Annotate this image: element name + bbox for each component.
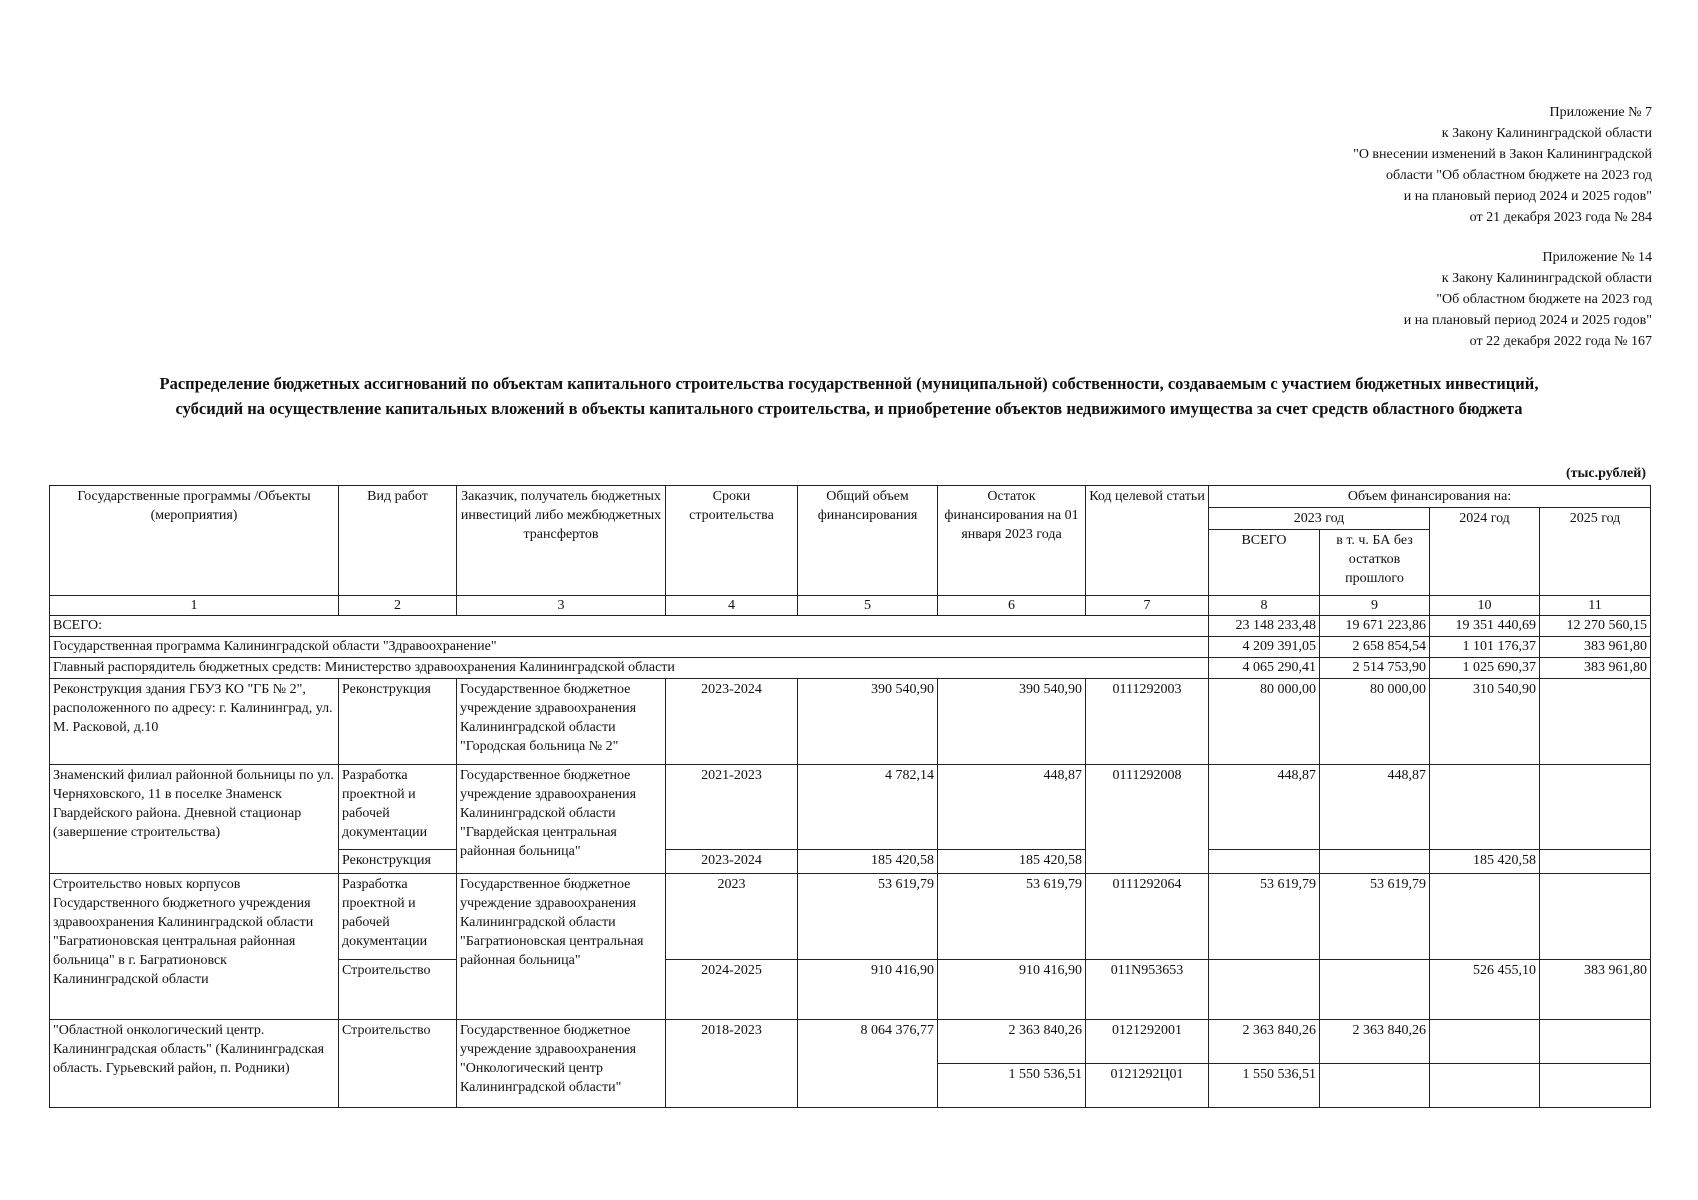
value-c10: 526 455,10 <box>1430 960 1540 1020</box>
header-year-2024: 2024 год <box>1430 508 1540 596</box>
value-c9: 80 000,00 <box>1320 679 1430 765</box>
value-c10: 310 540,90 <box>1430 679 1540 765</box>
table-row-object-4 <box>50 1020 1651 1064</box>
customer: Государственное бюджетное учреждение здравоохранения "Онкологический центр Калининградской области" <box>457 1020 666 1108</box>
remainder: 185 420,58 <box>938 850 1086 874</box>
header-financing: Объем финансирования на: <box>1209 486 1651 508</box>
appendix-line: "Об областном бюджете на 2023 год <box>1436 292 1652 307</box>
total-volume: 185 420,58 <box>798 850 938 874</box>
appendix-7-header <box>1353 102 1652 228</box>
value-c8 <box>1209 960 1320 1020</box>
work-type: Строительство <box>339 960 457 1020</box>
total-c8: 23 148 233,48 <box>1209 616 1320 637</box>
total-label: ВСЕГО: <box>50 616 1209 637</box>
header-code: Код целевой статьи <box>1086 486 1209 596</box>
value-c8: 2 363 840,26 <box>1209 1020 1320 1064</box>
column-number-row <box>50 596 1651 616</box>
value-c11: 383 961,80 <box>1540 960 1651 1020</box>
header-row <box>50 486 1651 508</box>
table-row-object-3 <box>50 874 1651 960</box>
header-incl-ba: в т. ч. БА без остатков прошлого <box>1320 530 1430 596</box>
total-c10: 19 351 440,69 <box>1430 616 1540 637</box>
appendix-line: от 22 декабря 2022 года № 167 <box>1469 334 1652 349</box>
column-number: 4 <box>666 596 798 616</box>
terms: 2023-2024 <box>666 850 798 874</box>
program-c10: 1 101 176,37 <box>1430 637 1540 658</box>
appendix-line: и на плановый период 2024 и 2025 годов" <box>1403 313 1652 328</box>
terms: 2021-2023 <box>666 765 798 850</box>
manager-label: Главный распорядитель бюджетных средств: Министерство здравоохранения Калининградской области <box>50 658 1209 679</box>
appendix-line: Приложение № 7 <box>1549 105 1652 120</box>
value-c9 <box>1320 960 1430 1020</box>
total-volume: 53 619,79 <box>798 874 938 960</box>
appendix-line: Приложение № 14 <box>1542 250 1652 265</box>
value-c8: 1 550 536,51 <box>1209 1064 1320 1108</box>
appendix-line: и на плановый период 2024 и 2025 годов" <box>1403 189 1652 204</box>
remainder: 2 363 840,26 <box>938 1020 1086 1064</box>
program-c8: 4 209 391,05 <box>1209 637 1320 658</box>
work-type: Разработка проектной и рабочей документации <box>339 765 457 850</box>
appendix-line: области "Об областном бюджете на 2023 год <box>1386 168 1652 183</box>
table-row-object-2 <box>50 765 1651 850</box>
manager-c8: 4 065 290,41 <box>1209 658 1320 679</box>
value-c8 <box>1209 850 1320 874</box>
terms: 2018-2023 <box>666 1020 798 1108</box>
header-terms: Сроки строительства <box>666 486 798 596</box>
code: 0111292064 <box>1086 874 1209 960</box>
value-c9: 53 619,79 <box>1320 874 1430 960</box>
header-remainder: Остаток финансирования на 01 января 2023 года <box>938 486 1086 596</box>
header-programs: Государственные программы /Объекты (мероприятия) <box>50 486 339 596</box>
work-type: Строительство <box>339 1020 457 1108</box>
customer: Государственное бюджетное учреждение здравоохранения Калининградской области "Багратионовская центральная районная больница" <box>457 874 666 1020</box>
value-c8: 80 000,00 <box>1209 679 1320 765</box>
terms: 2023-2024 <box>666 679 798 765</box>
remainder: 390 540,90 <box>938 679 1086 765</box>
header-year-2025: 2025 год <box>1540 508 1651 596</box>
value-c11 <box>1540 874 1651 960</box>
column-number: 6 <box>938 596 1086 616</box>
object-name: Знаменский филиал районной больницы по ул. Черняховского, 11 в поселке Знаменск Гвардейского района. Дневной стационар (завершение строительства) <box>50 765 339 874</box>
code: 0121292001 <box>1086 1020 1209 1064</box>
value-c10: 185 420,58 <box>1430 850 1540 874</box>
value-c11 <box>1540 679 1651 765</box>
column-number: 8 <box>1209 596 1320 616</box>
customer: Государственное бюджетное учреждение здравоохранения Калининградской области "Гвардейская центральная районная больница" <box>457 765 666 874</box>
column-number: 1 <box>50 596 339 616</box>
total-volume: 4 782,14 <box>798 765 938 850</box>
column-number: 5 <box>798 596 938 616</box>
column-number: 9 <box>1320 596 1430 616</box>
value-c9: 2 363 840,26 <box>1320 1020 1430 1064</box>
manager-row <box>50 658 1651 679</box>
object-name: Реконструкция здания ГБУЗ КО "ГБ № 2", расположенного по адресу: г. Калининград, ул. М. Расковой, д.10 <box>50 679 339 765</box>
code: 0121292Ц01 <box>1086 1064 1209 1108</box>
value-c8: 53 619,79 <box>1209 874 1320 960</box>
value-c10 <box>1430 874 1540 960</box>
work-type: Реконструкция <box>339 850 457 874</box>
units-label: (тыс.рублей) <box>1565 466 1646 481</box>
appendix-line: к Закону Калининградской области <box>1441 126 1652 141</box>
work-type: Реконструкция <box>339 679 457 765</box>
value-c11 <box>1540 1020 1651 1064</box>
terms: 2024-2025 <box>666 960 798 1020</box>
total-c11: 12 270 560,15 <box>1540 616 1651 637</box>
value-c11 <box>1540 765 1651 850</box>
remainder: 53 619,79 <box>938 874 1086 960</box>
appendix-line: от 21 декабря 2023 года № 284 <box>1469 210 1652 225</box>
column-number: 7 <box>1086 596 1209 616</box>
value-c11 <box>1540 850 1651 874</box>
code: 011N953653 <box>1086 960 1209 1020</box>
column-number: 2 <box>339 596 457 616</box>
value-c10 <box>1430 1020 1540 1064</box>
program-row <box>50 637 1651 658</box>
program-c11: 383 961,80 <box>1540 637 1651 658</box>
header-year-2023: 2023 год <box>1209 508 1430 530</box>
appendix-14-header <box>1404 247 1652 352</box>
remainder: 448,87 <box>938 765 1086 850</box>
remainder: 1 550 536,51 <box>938 1064 1086 1108</box>
column-number: 11 <box>1540 596 1651 616</box>
document-title <box>40 371 1658 421</box>
program-c9: 2 658 854,54 <box>1320 637 1430 658</box>
value-c9: 448,87 <box>1320 765 1430 850</box>
code: 0111292008 <box>1086 765 1209 874</box>
value-c10 <box>1430 765 1540 850</box>
document-title-line: субсидий на осуществление капитальных вложений в объекты капитального строительства, и приобретение объектов недвижимого имущества за счет средств областного бюджета <box>175 399 1523 418</box>
column-number: 3 <box>457 596 666 616</box>
manager-c11: 383 961,80 <box>1540 658 1651 679</box>
header-customer: Заказчик, получатель бюджетных инвестиций либо межбюджетных трансфертов <box>457 486 666 596</box>
appendix-line: "О внесении изменений в Закон Калининградской <box>1353 147 1652 162</box>
program-label: Государственная программа Калининградской области "Здравоохранение" <box>50 637 1209 658</box>
object-name: Строительство новых корпусов Государственного бюджетного учреждения здравоохранения Калининградской области "Багратионовская центральная районная больница" в г. Багратионовск Калининградской области <box>50 874 339 1020</box>
total-volume: 390 540,90 <box>798 679 938 765</box>
work-type: Разработка проектной и рабочей документации <box>339 874 457 960</box>
total-volume: 910 416,90 <box>798 960 938 1020</box>
table-row-object-1 <box>50 679 1651 765</box>
manager-c9: 2 514 753,90 <box>1320 658 1430 679</box>
total-row <box>50 616 1651 637</box>
terms: 2023 <box>666 874 798 960</box>
remainder: 910 416,90 <box>938 960 1086 1020</box>
object-name: "Областной онкологический центр. Калининградская область" (Калининградская область. Гурьевский район, п. Родники) <box>50 1020 339 1108</box>
column-number: 10 <box>1430 596 1540 616</box>
total-volume: 8 064 376,77 <box>798 1020 938 1108</box>
value-c10 <box>1430 1064 1540 1108</box>
value-c9 <box>1320 850 1430 874</box>
code: 0111292003 <box>1086 679 1209 765</box>
header-total-volume: Общий объем финансирования <box>798 486 938 596</box>
header-work-type: Вид работ <box>339 486 457 596</box>
header-all: ВСЕГО <box>1209 530 1320 596</box>
value-c8: 448,87 <box>1209 765 1320 850</box>
document-title-line: Распределение бюджетных ассигнований по объектам капитального строительства государственной (муниципальной) собственности, создаваемым с участием бюджетных инвестиций, <box>159 374 1539 393</box>
budget-allocation-table <box>49 485 1651 1108</box>
value-c9 <box>1320 1064 1430 1108</box>
value-c11 <box>1540 1064 1651 1108</box>
total-c9: 19 671 223,86 <box>1320 616 1430 637</box>
customer: Государственное бюджетное учреждение здравоохранения Калининградской области "Городская больница № 2" <box>457 679 666 765</box>
appendix-line: к Закону Калининградской области <box>1441 271 1652 286</box>
manager-c10: 1 025 690,37 <box>1430 658 1540 679</box>
